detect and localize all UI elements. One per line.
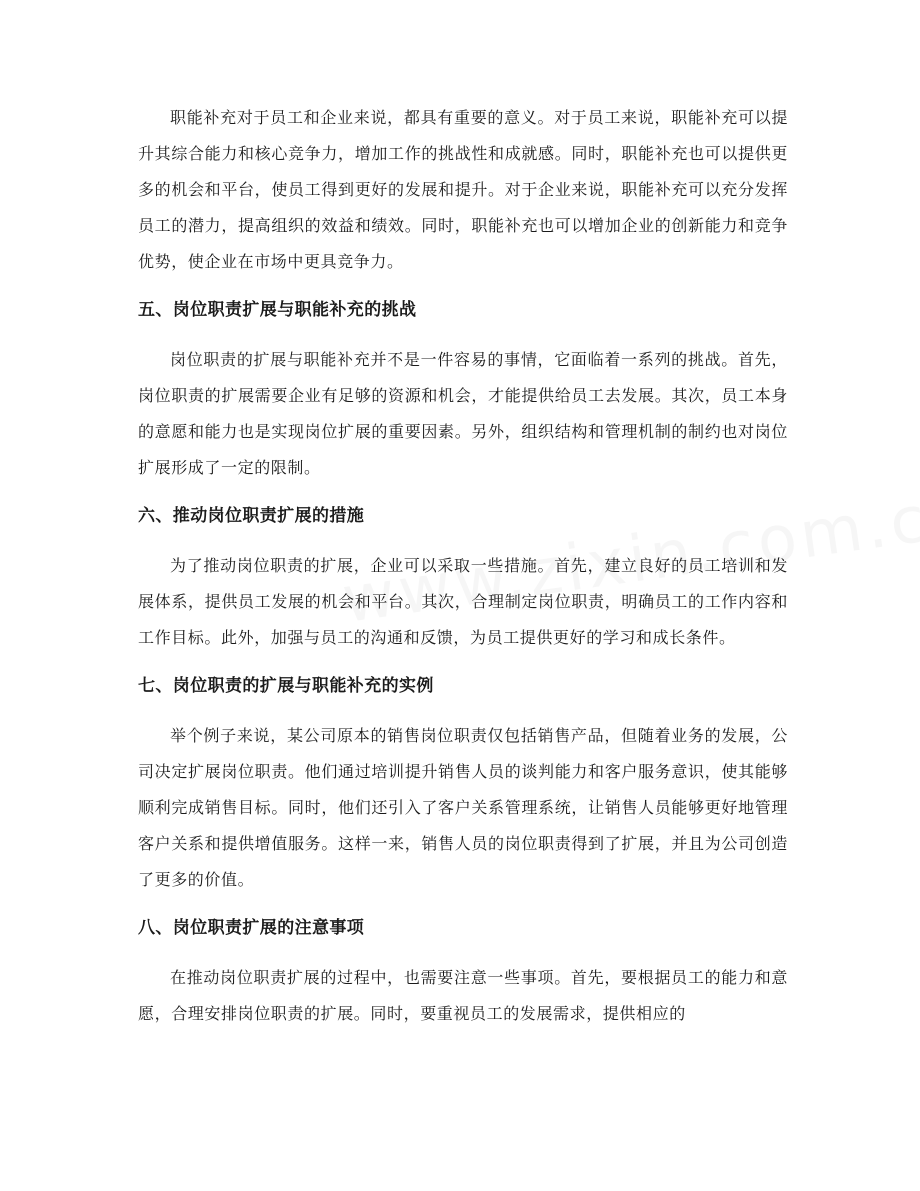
paragraph-intro: 职能补充对于员工和企业来说，都具有重要的意义。对于员工来说，职能补充可以提升其综合能力和核心竞争力，增加工作的挑战性和成就感。同时，职能补充也可以提供更多的机会和平台，使员工得到更好的发展和提升。对于企业来说，职能补充可以充分发挥员工的潜力，提高组织的效益和绩效。同时，职能补充也可以增加企业的创新能力和竞争优势，使企业在市场中更具竞争力。 xyxy=(138,108,788,271)
section-heading-7: 七、岗位职责的扩展与职能补充的实例 xyxy=(138,676,434,696)
paragraph-8: 在推动岗位职责扩展的过程中，也需要注意一些事项。首先，要根据员工的能力和意愿，合理安排岗位职责的扩展。同时，要重视员工的发展需求，提供相应的 xyxy=(138,968,788,1023)
section-heading-5: 五、岗位职责扩展与职能补充的挑战 xyxy=(138,300,417,320)
document-body xyxy=(138,100,788,1044)
paragraph-5: 岗位职责的扩展与职能补充并不是一件容易的事情，它面临着一系列的挑战。首先，岗位职责的扩展需要企业有足够的资源和机会，才能提供给员工去发展。其次，员工本身的意愿和能力也是实现岗位扩展的重要因素。另外，组织结构和管理机制的制约也对岗位扩展形成了一定的限制。 xyxy=(138,350,788,477)
section-heading-6: 六、推动岗位职责扩展的措施 xyxy=(138,506,365,526)
section-heading-8: 八、岗位职责扩展的注意事项 xyxy=(138,918,365,938)
paragraph-6: 为了推动岗位职责的扩展，企业可以采取一些措施。首先，建立良好的员工培训和发展体系，提供员工发展的机会和平台。其次，合理制定岗位职责，明确员工的工作内容和工作目标。此外，加强与员工的沟通和反馈，为员工提供更好的学习和成长条件。 xyxy=(138,556,788,647)
paragraph-7: 举个例子来说，某公司原本的销售岗位职责仅包括销售产品，但随着业务的发展，公司决定扩展岗位职责。他们通过培训提升销售人员的谈判能力和客户服务意识，使其能够顺利完成销售目标。同时，他们还引入了客户关系管理系统，让销售人员能够更好地管理客户关系和提供增值服务。这样一来，销售人员的岗位职责得到了扩展，并且为公司创造了更多的价值。 xyxy=(138,726,788,889)
